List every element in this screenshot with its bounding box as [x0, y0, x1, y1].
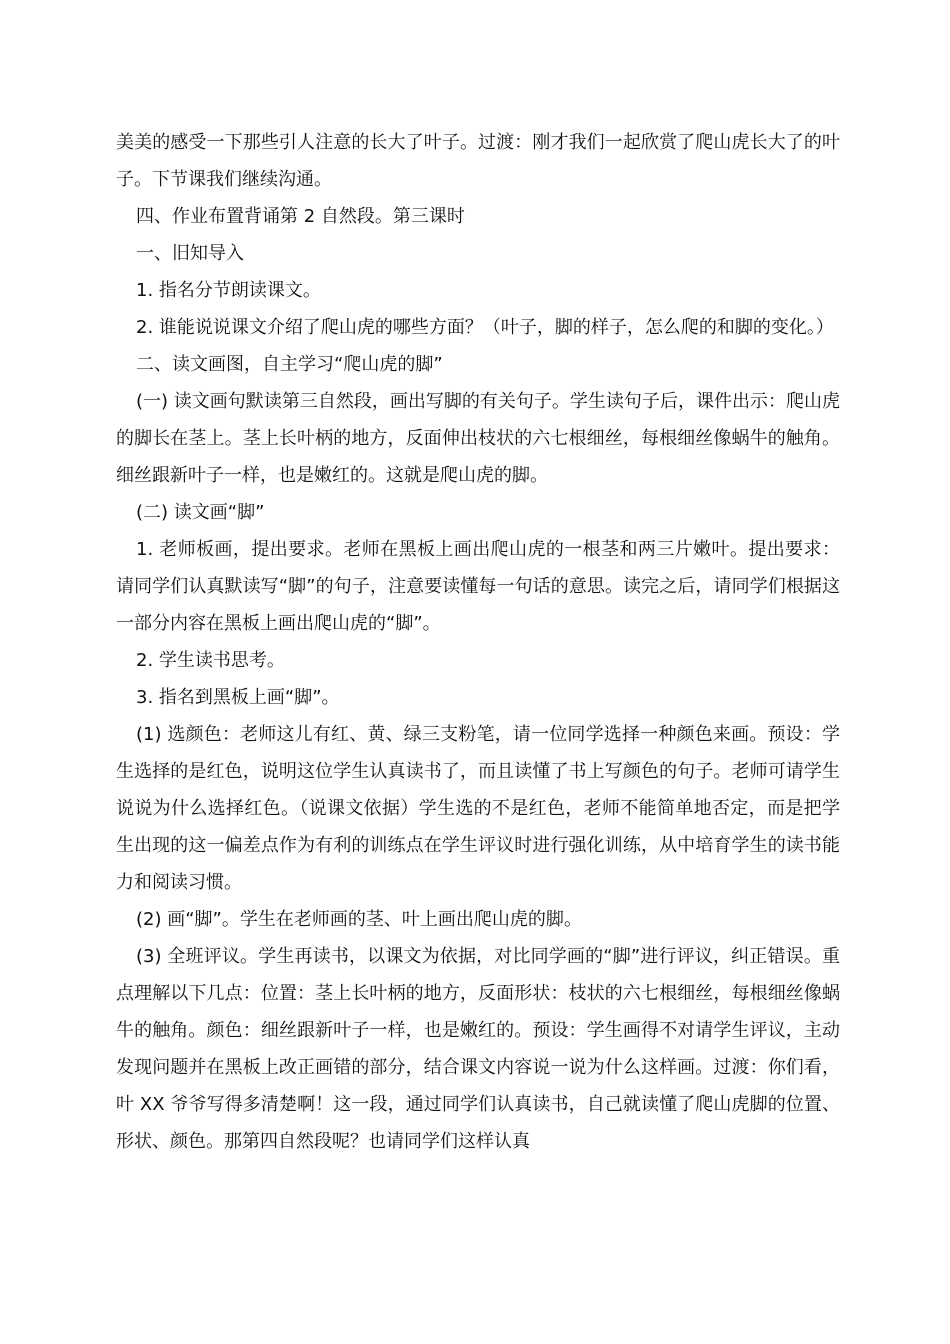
paragraph: (一) 读文画句默读第三自然段，画出写脚的有关句子。学生读句子后，课件出示：爬山虎的脚长在茎上。茎上长叶柄的地方，反面伸出枝状的六七根细丝，每根细丝像蜗牛的触角。细丝跟新叶子一样，也是嫩红的。这就是爬山虎的脚。	[116, 391, 840, 486]
paragraph: 1. 指名分节朗读课文。	[136, 280, 321, 301]
paragraph: 2. 学生读书思考。	[136, 650, 285, 671]
paragraph: (2) 画“脚”。学生在老师画的茎、叶上画出爬山虎的脚。	[136, 909, 582, 930]
section-heading: 一、旧知导入	[136, 243, 244, 264]
paragraph: 四、作业布置背诵第 2 自然段。第三课时	[136, 206, 465, 227]
paragraph: 3. 指名到黑板上画“脚”。	[136, 687, 340, 708]
paragraph: 2. 谁能说说课文介绍了爬山虎的哪些方面？（叶子，脚的样子，怎么爬的和脚的变化。）	[136, 317, 834, 338]
paragraph: 美美的感受一下那些引人注意的长大了叶子。过渡：刚才我们一起欣赏了爬山虎长大了的叶子。下节课我们继续沟通。	[116, 132, 840, 190]
paragraph: (3) 全班评议。学生再读书，以课文为依据，对比同学画的“脚”进行评议，纠正错误。重点理解以下几点：位置：茎上长叶柄的地方，反面形状：枝状的六七根细丝，每根细丝像蜗牛的触角。颜色：细丝跟新叶子一样，也是嫩红的。预设：学生画得不对请学生评议，主动发现问题并在黑板上改正画错的部分，结合课文内容说一说为什么这样画。过渡：你们看，叶 XX 爷爷写得多清楚啊！这一段，通过同学们认真读书，自己就读懂了爬山虎脚的位置、形状、颜色。那第四自然段呢？也请同学们这样认真	[116, 946, 840, 1152]
section-heading: 二、读文画图，自主学习“爬山虎的脚”	[136, 354, 443, 375]
document-body	[116, 124, 840, 1160]
paragraph: (1) 选颜色：老师这儿有红、黄、绿三支粉笔，请一位同学选择一种颜色来画。预设：学生选择的是红色，说明这位学生认真读书了，而且读懂了书上写颜色的句子。老师可请学生说说为什么选择红色。（说课文依据）学生选的不是红色，老师不能简单地否定，而是把学生出现的这一偏差点作为有利的训练点在学生评议时进行强化训练，从中培育学生的读书能力和阅读习惯。	[116, 724, 840, 893]
paragraph: 1. 老师板画，提出要求。老师在黑板上画出爬山虎的一根茎和两三片嫩叶。提出要求：请同学们认真默读写“脚”的句子，注意要读懂每一句话的意思。读完之后，请同学们根据这一部分内容在黑板上画出爬山虎的“脚”。	[116, 539, 840, 634]
subsection-heading: (二) 读文画“脚”	[136, 502, 265, 523]
